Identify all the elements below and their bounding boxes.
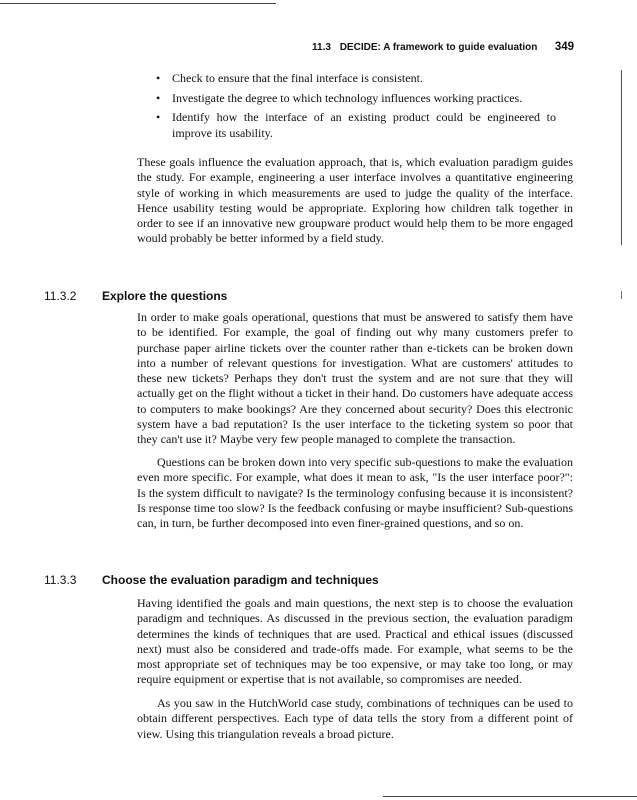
running-header — [312, 42, 582, 53]
bullet-item — [156, 91, 556, 107]
section-heading-11-3-3 — [44, 573, 379, 587]
goals-paragraph: These goals influence the evaluation approach, that is, which evaluation paradigm guides the study. For example, engineering a user interface involves a quantitative engineering style of working in which measurements are used to judge the quality of the interface. Hence usability testing would be appropriate. Exploring how children talk together in order to see if an innovative new groupware product would help them to be more engaged would probably be better informed by a field study. — [137, 155, 573, 246]
questions-paragraph-1: In order to make goals operational, questions that must be answered to satisfy them have to be identified. For example, the goal of finding out why many customers prefer to purchase paper airline tickets over the counter rather than e-tickets can be broken down into a number of relevant questions for investigation. What are customers' attitudes to these new tickets? Perhaps they don't trust the system and are not sure that they will actually get on the flight without a ticket in their hand. Do customers have adequate access to computers to make bookings? Are they concerned about security? Does this electronic system have a bad reputation? Is the user interface to the ticketing system so poor that they can't use it? Maybe very few people managed to complete the transaction. — [137, 310, 573, 447]
bullet-dot-icon: • — [156, 90, 161, 105]
margin-change-bar — [621, 70, 622, 245]
bullet-text: Identify how the interface of an existing product could be engineered to improve its usability. — [172, 110, 556, 140]
questions-paragraph-2: Questions can be broken down into very specific sub-questions to make the evaluation even more specific. For example, what does it mean to ask, "Is the user interface poor?": Is the system difficult to navigate? Is the terminology confusing because it is inconsistent? Is response time too slow? Is the feedback confusing or maybe insufficient? Sub-questions can, in turn, be further decomposed into even finer-grained questions, and so on. — [137, 455, 573, 531]
section-title: Choose the evaluation paradigm and techniques — [102, 573, 379, 587]
margin-mark — [621, 291, 622, 299]
bottom-rule — [383, 796, 637, 797]
section-number: 11.3.2 — [44, 289, 77, 303]
top-rule — [0, 3, 276, 4]
goal-bullet-list — [156, 71, 556, 145]
section-title: Explore the questions — [102, 289, 228, 303]
page-number: 349 — [554, 41, 574, 53]
paradigm-paragraph-2: As you saw in the HutchWorld case study, combinations of techniques can be used to obtain different perspectives. Each type of data tells the story from a different point of view. Using this triangulation reveals a broad picture. — [137, 696, 573, 741]
section-heading-11-3-2 — [44, 289, 227, 303]
bullet-item — [156, 71, 556, 87]
bullet-text: Investigate the degree to which technology influences working practices. — [172, 90, 523, 105]
header-title: DECIDE: A framework to guide evaluation — [339, 42, 538, 53]
paradigm-paragraph-1: Having identified the goals and main questions, the next step is to choose the evaluation paradigm and techniques. As discussed in the previous section, the evaluation paradigm determines the kinds of techniques that are used. Practical and ethical issues (discussed next) must also be considered and trade-offs made. For example, what seems to be the most appropriate set of techniques may be too expensive, or may take too long, or may require equipment or expertise that is not available, so compromises are needed. — [137, 596, 573, 687]
bullet-dot-icon: • — [156, 110, 161, 124]
bullet-dot-icon: • — [156, 71, 161, 85]
header-section-number: 11.3 — [312, 42, 331, 53]
bullet-text: Check to ensure that the final interface is consistent. — [172, 71, 423, 85]
section-number: 11.3.3 — [44, 573, 77, 587]
bullet-item — [156, 110, 556, 141]
